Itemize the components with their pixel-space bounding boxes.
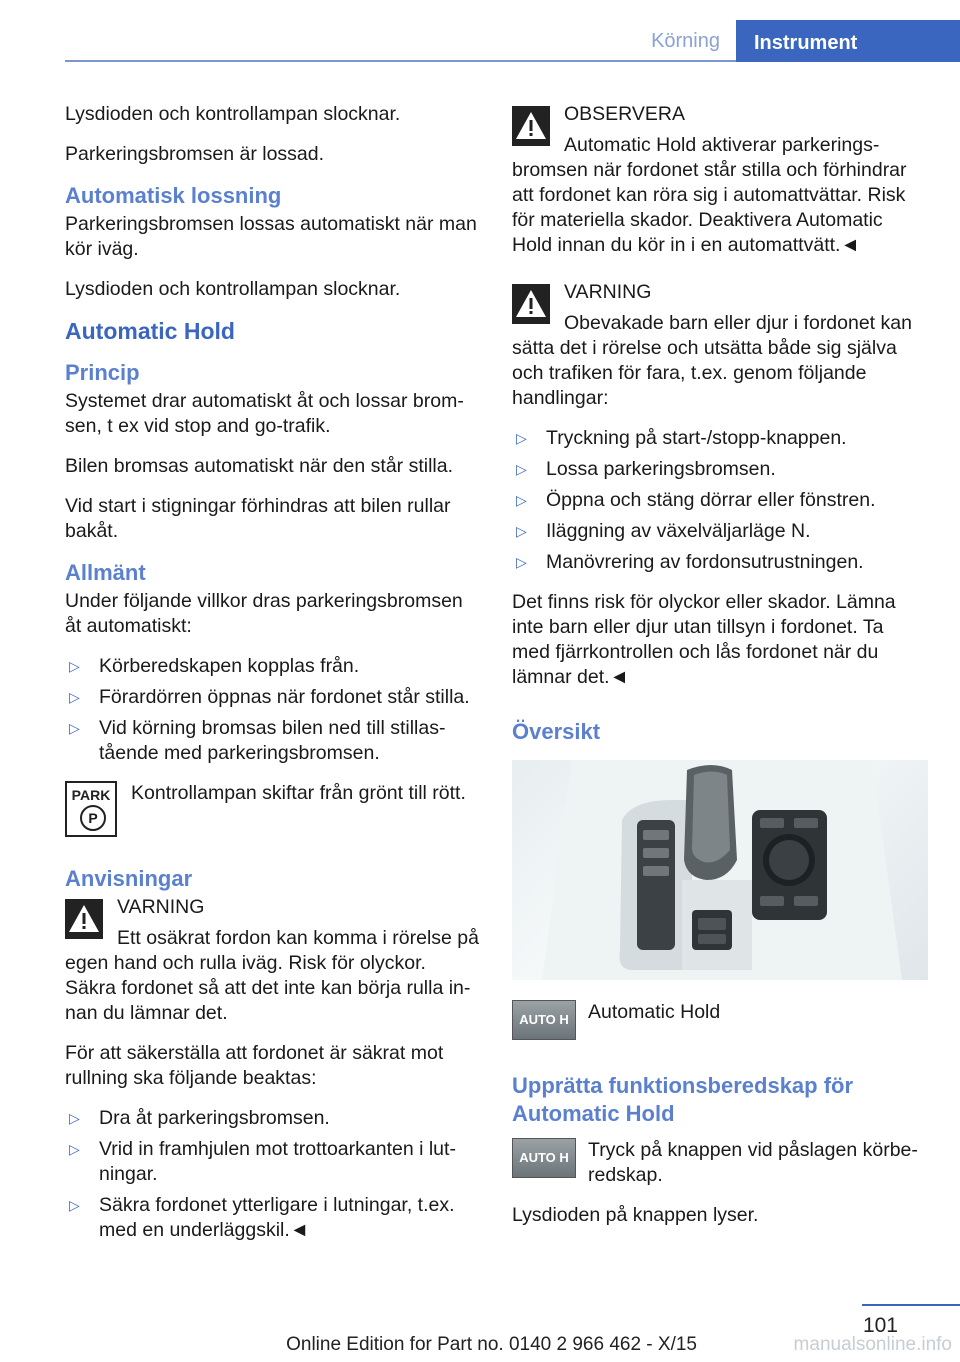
center-console-photo bbox=[512, 760, 928, 980]
triangle-bullet-icon: ▷ bbox=[516, 492, 527, 508]
warning-text: Ett osäkrat fordon kan komma i rörelse på egen hand och rulla iväg. Risk för olyckor. Säkra fordonet så att det inte kan börja rulla in‐nan du lämnar det. bbox=[65, 927, 479, 1024]
notice-label: OBSERVERA bbox=[564, 103, 686, 125]
autoh-caption: Automatic Hold bbox=[588, 1001, 721, 1023]
triangle-bullet-icon: ▷ bbox=[69, 658, 80, 674]
right-column bbox=[512, 102, 926, 1243]
paragraph: Lysdioden på knappen lyser. bbox=[512, 1204, 759, 1226]
notice-text: Automatic Hold aktiverar parkerings‐bromsen när fordonet står stilla och förhindrar att fordonet kan röra sig i automattvättar. Risk för materiella skador. Deaktivera Automatic Hold innan du kör in i en automattvätt.◄ bbox=[512, 134, 907, 256]
list-item: ▷ Iläggning av växelväljarläge N. bbox=[516, 520, 811, 542]
bullet-list bbox=[512, 426, 926, 575]
triangle-bullet-icon: ▷ bbox=[69, 1141, 80, 1157]
warning-label: VARNING bbox=[564, 281, 652, 303]
chapter-heading: Automatic Hold bbox=[65, 318, 235, 344]
triangle-bullet-icon: ▷ bbox=[516, 523, 527, 539]
list-item: ▷ Förardörren öppnas när fordonet står stilla. bbox=[69, 686, 470, 708]
park-brake-icon: PARK P bbox=[65, 781, 117, 837]
paragraph: Tryck på knappen vid påslagen körbe‐redskap. bbox=[588, 1139, 918, 1186]
page-footer bbox=[0, 1290, 960, 1362]
list-item: ▷ Vid körning bromsas bilen ned till stillas‐tående med parkeringsbromsen. bbox=[69, 717, 446, 764]
section-heading: Upprätta funktionsberedskap för Automatic Hold bbox=[512, 1073, 854, 1126]
list-item: ▷ Dra åt parkeringsbromsen. bbox=[69, 1107, 330, 1129]
paragraph: Parkeringsbromsen lossas automatiskt när man kör iväg. bbox=[65, 213, 477, 260]
paragraph: Parkeringsbromsen är lossad. bbox=[65, 143, 325, 165]
list-item: ▷ Vrid in framhjulen mot trottoarkanten i lut‐ningar. bbox=[69, 1138, 456, 1185]
triangle-bullet-icon: ▷ bbox=[69, 1197, 80, 1213]
section-heading: Anvisningar bbox=[65, 866, 193, 891]
triangle-bullet-icon: ▷ bbox=[516, 461, 527, 477]
section-heading: Automatisk lossning bbox=[65, 183, 282, 208]
watermark: manualsonline.info bbox=[793, 1334, 952, 1355]
section-heading: Översikt bbox=[512, 719, 601, 744]
list-item: ▷ Lossa parkeringsbromsen. bbox=[516, 458, 776, 480]
paragraph: Vid start i stigningar förhindras att bilen rullar bakåt. bbox=[65, 495, 451, 542]
bullet-list bbox=[65, 1106, 479, 1243]
list-item: ▷ Manövrering av fordonsutrustningen. bbox=[516, 551, 864, 573]
list-item: ▷ Öppna och stäng dörrar eller fönstren. bbox=[516, 489, 876, 511]
section-auto-release bbox=[65, 182, 479, 302]
edition-text: Online Edition for Part no. 0140 2 966 462 - X/15 bbox=[286, 1334, 697, 1355]
paragraph: Kontrollampan skiftar från grönt till rött. bbox=[131, 782, 466, 804]
auto-hold-button-icon: AUTO H bbox=[512, 1000, 576, 1040]
warning-label: VARNING bbox=[117, 896, 205, 918]
section-principle bbox=[65, 359, 479, 544]
list-item: ▷ Säkra fordonet ytterligare i lutningar, t.ex. med en underläggskil.◄ bbox=[69, 1194, 455, 1241]
park-indicator-row bbox=[65, 781, 479, 837]
warning-text: Obevakade barn eller djur i fordonet kan sätta det i rörelse och utsätta både sig själva och trafiken för fara, t.ex. genom följande handlingar: bbox=[512, 312, 912, 409]
notice-box bbox=[512, 102, 926, 258]
triangle-bullet-icon: ▷ bbox=[69, 1110, 80, 1126]
console-illustration bbox=[512, 760, 928, 980]
section-instructions bbox=[65, 865, 479, 1243]
paragraph: Det finns risk för olyckor eller skador. Lämna inte barn eller djur utan tillsyn i fordonet. Ta med fjärrkontrollen och lås fordonet när du lämnar det.◄ bbox=[512, 591, 896, 688]
list-item: ▷ Körberedskapen kopplas från. bbox=[69, 655, 360, 677]
paragraph: Lysdioden och kontrollampan slocknar. bbox=[65, 278, 401, 300]
section-heading: Princip bbox=[65, 360, 140, 385]
triangle-bullet-icon: ▷ bbox=[69, 689, 80, 705]
header-active-section[interactable]: Instrument bbox=[736, 20, 960, 62]
section-general bbox=[65, 559, 479, 837]
autoh-setup-row bbox=[512, 1138, 926, 1188]
warning-box bbox=[65, 895, 479, 1026]
warning-triangle-icon bbox=[65, 899, 103, 939]
page-header bbox=[0, 0, 960, 62]
page-number: 101 bbox=[862, 1314, 898, 1337]
left-column bbox=[65, 102, 479, 1258]
paragraph: Bilen bromsas automatiskt när den står stilla. bbox=[65, 455, 454, 477]
triangle-bullet-icon: ▷ bbox=[516, 430, 527, 446]
warning-triangle-icon bbox=[512, 106, 550, 146]
auto-hold-button-icon: AUTO H bbox=[512, 1138, 576, 1178]
paragraph: Systemet drar automatiskt åt och lossar brom‐sen, t ex vid stop and go-trafik. bbox=[65, 390, 464, 437]
triangle-bullet-icon: ▷ bbox=[516, 554, 527, 570]
list-item: ▷ Tryckning på start-/stopp-knappen. bbox=[516, 427, 847, 449]
paragraph: Under följande villkor dras parkeringsbromsen åt automatiskt: bbox=[65, 590, 463, 637]
autoh-overview-row bbox=[512, 1000, 926, 1042]
warning-triangle-icon bbox=[512, 284, 550, 324]
triangle-bullet-icon: ▷ bbox=[69, 720, 80, 736]
bullet-list bbox=[65, 654, 479, 766]
paragraph: För att säkerställa att fordonet är säkrat mot rullning ska följande beaktas: bbox=[65, 1042, 444, 1089]
header-section-link[interactable]: Körning bbox=[651, 30, 720, 52]
paragraph: Lysdioden och kontrollampan slocknar. bbox=[65, 103, 401, 125]
warning-box bbox=[512, 280, 926, 411]
section-heading: Allmänt bbox=[65, 560, 146, 585]
footer-rule bbox=[862, 1304, 960, 1306]
